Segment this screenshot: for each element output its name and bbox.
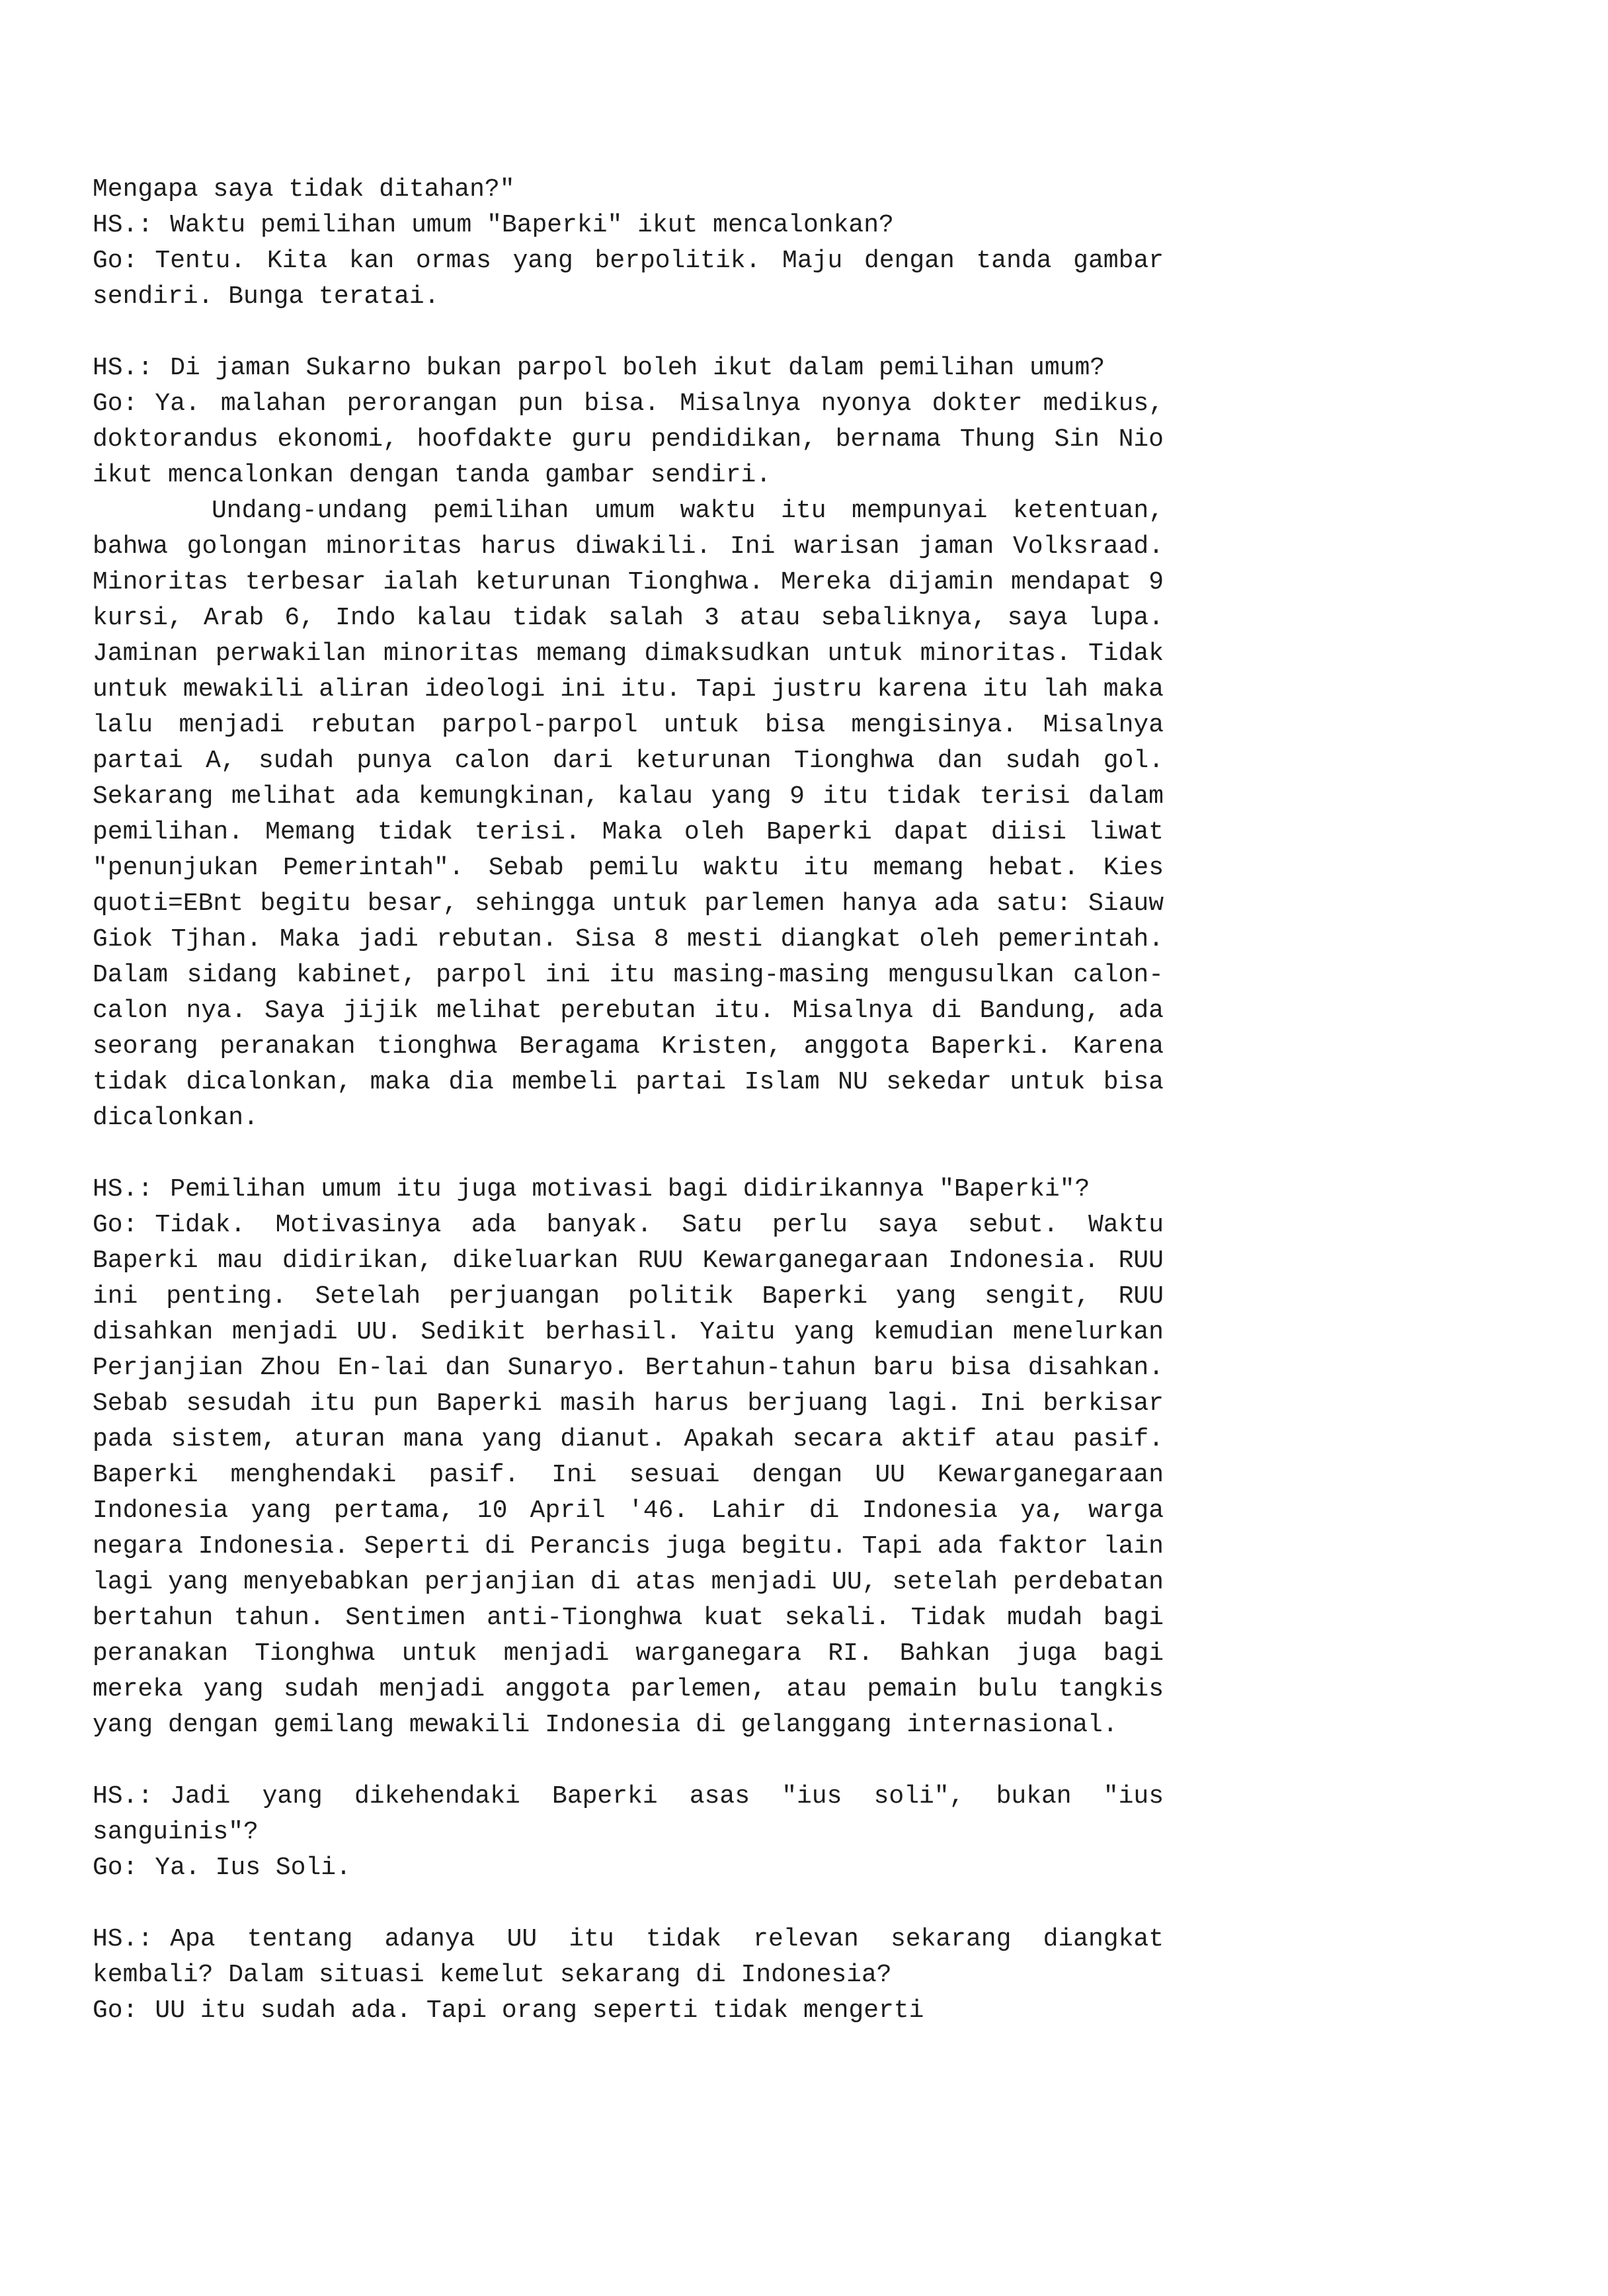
question-text: Pemilihan umum itu juga motivasi bagi didirikannya "Baperki"? <box>170 1175 1090 1204</box>
answer-paragraph <box>93 1850 1164 1886</box>
answer-paragraph <box>93 243 1164 315</box>
typed-page <box>93 172 1164 2029</box>
interview-exchange <box>93 1779 1164 1886</box>
question-line <box>93 1922 1164 1993</box>
answer-paragraph <box>93 1993 1164 2029</box>
interview-exchange <box>93 1172 1164 1743</box>
answer-speaker: Go: <box>93 247 138 275</box>
opening-line: Mengapa saya tidak ditahan?" <box>93 175 515 204</box>
question-line <box>93 208 1164 243</box>
question-speaker: HS.: <box>93 1782 153 1811</box>
interview-exchange <box>93 208 1164 315</box>
question-speaker: HS.: <box>93 211 153 239</box>
answer-speaker: Go: <box>93 1211 138 1239</box>
question-speaker: HS.: <box>93 354 153 382</box>
answer-text: Tidak. Motivasinya ada banyak. Satu perlu saya sebut. Waktu Baperki mau didirikan, dikeluarkan RUU Kewarganegaraan Indonesia. RUU ini penting. Setelah perjuangan politik Baperki yang sengit, RUU disahkan menjadi UU. Sedikit berhasil. Yaitu yang kemudian menelurkan Perjanjian Zhou En-lai dan Sunaryo. Bertahun-tahun baru bisa disahkan. Sebab sesudah itu pun Baperki masih harus berjuang lagi. Ini berkisar pada sistem, aturan mana yang dianut. Apakah secara aktif atau pasif. Baperki menghendaki pasif. Ini sesuai dengan UU Kewarganegaraan Indonesia yang pertama, 10 April '46. Lahir di Indonesia ya, warga negara Indonesia. Seperti di Perancis juga begitu. Tapi ada faktor lain lagi yang menyebabkan perjanjian di atas menjadi UU, setelah perdebatan bertahun tahun. Sentimen anti-Tionghwa kuat sekali. Tidak mudah bagi peranakan Tionghwa untuk menjadi warganegara RI. Bahkan juga bagi mereka yang sudah menjadi anggota parlemen, atau pemain bulu tangkis yang dengan gemilang mewakili Indonesia di gelanggang internasional. <box>93 1211 1164 1739</box>
answer-paragraph <box>93 386 1164 493</box>
question-speaker: HS.: <box>93 1925 153 1953</box>
question-text: Di jaman Sukarno bukan parpol boleh ikut dalam pemilihan umum? <box>170 354 1106 382</box>
answer-text: Ya. malahan perorangan pun bisa. Misalnya nyonya dokter medikus, doktorandus ekonomi, hoofdakte guru pendidikan, bernama Thung Sin Nio ikut mencalonkan dengan tanda gambar sendiri. <box>93 390 1164 489</box>
question-text: Apa tentang adanya UU itu tidak relevan sekarang diangkat kembali? Dalam situasi kemelut sekarang di Indonesia? <box>93 1925 1164 1989</box>
answer-paragraph-continued: Undang-undang pemilihan umum waktu itu mempunyai ketentuan, bahwa golongan minoritas harus diwakili. Ini warisan jaman Volksraad. Minoritas terbesar ialah keturunan Tionghwa. Mereka dijamin mendapat 9 kursi, Arab 6, Indo kalau tidak salah 3 atau sebaliknya, saya lupa. Jaminan perwakilan minoritas memang dimaksudkan untuk minoritas. Tidak untuk mewakili aliran ideologi ini itu. Tapi justru karena itu lah maka lalu menjadi rebutan parpol-parpol untuk bisa mengisinya. Misalnya partai A, sudah punya calon dari keturunan Tionghwa dan sudah gol. Sekarang melihat ada kemungkinan, kalau yang 9 itu tidak terisi dalam pemilihan. Memang tidak terisi. Maka oleh Baperki dapat diisi liwat "penunjukan Pemerintah". Sebab pemilu waktu itu memang hebat. Kies quoti=EBnt begitu besar, sehingga untuk parlemen hanya ada satu: Siauw Giok Tjhan. Maka jadi rebutan. Sisa 8 mesti diangkat oleh pemerintah. Dalam sidang kabinet, parpol ini itu masing-masing mengusulkan calon-calon nya. Saya jijik melihat perebutan itu. Misalnya di Bandung, ada seorang peranakan tionghwa Beragama Kristen, anggota Baperki. Karena tidak dicalonkan, maka dia membeli partai Islam NU sekedar untuk bisa dicalonkan. <box>93 497 1164 1132</box>
question-line <box>93 1779 1164 1850</box>
answer-speaker: Go: <box>93 390 138 418</box>
question-text: Jadi yang dikehendaki Baperki asas "ius soli", bukan "ius sanguinis"? <box>93 1782 1164 1846</box>
interview-exchange <box>93 350 1164 1136</box>
question-text: Waktu pemilihan umum "Baperki" ikut mencalonkan? <box>170 211 894 239</box>
answer-text: UU itu sudah ada. Tapi orang seperti tidak mengerti <box>155 1996 924 2025</box>
answer-speaker: Go: <box>93 1854 138 1882</box>
question-line <box>93 350 1164 386</box>
answer-paragraph <box>93 1208 1164 1743</box>
answer-text: Ya. Ius Soli. <box>155 1854 351 1882</box>
answer-text: Tentu. Kita kan ormas yang berpolitik. Maju dengan tanda gambar sendiri. Bunga teratai. <box>93 247 1164 311</box>
answer-speaker: Go: <box>93 1996 138 2025</box>
interview-exchange <box>93 1922 1164 2029</box>
question-line <box>93 1172 1164 1208</box>
question-speaker: HS.: <box>93 1175 153 1204</box>
